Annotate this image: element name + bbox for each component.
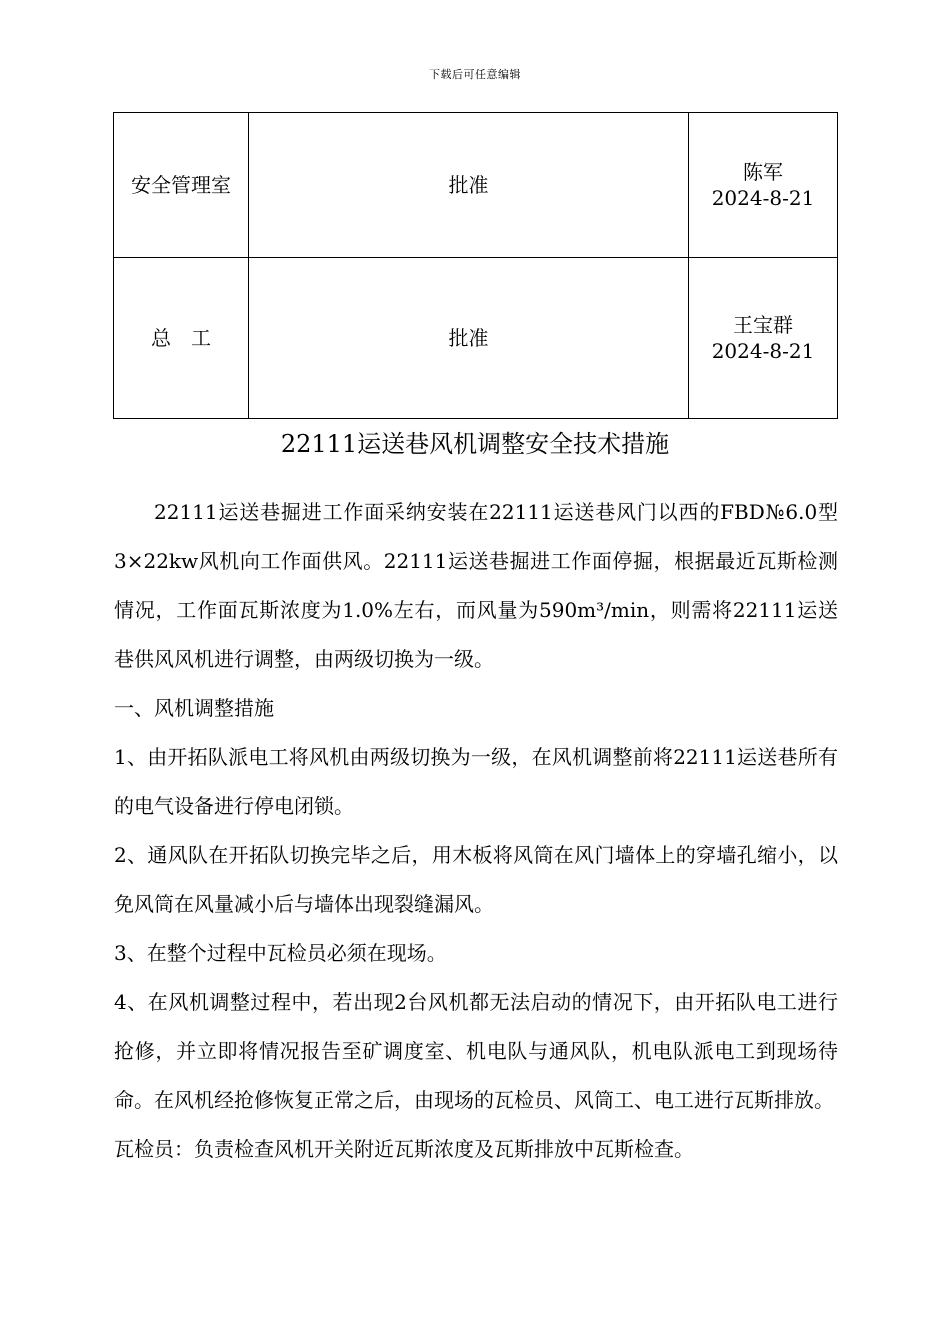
approval-row <box>114 258 838 419</box>
signer-name: 陈军 <box>743 160 783 184</box>
approval-row <box>114 113 838 258</box>
measure-item-3: 3、在整个过程中瓦检员必须在现场。 <box>114 941 447 965</box>
document-title: 22111运送巷风机调整安全技术措施 <box>280 430 670 458</box>
measure-item-1: 1、由开拓队派电工将风机由两级切换为一级，在风机调整前将22111运送巷所有的电气设备进行停电闭锁。 <box>114 745 838 818</box>
header-note: 下载后可任意编辑 <box>429 68 521 81</box>
department-cell: 总 工 <box>114 258 249 419</box>
signature-cell <box>689 258 838 419</box>
sign-date: 2024-8-21 <box>711 186 815 210</box>
department-cell: 安全管理室 <box>114 113 249 258</box>
signer-name: 王宝群 <box>733 313 793 337</box>
intro-paragraph: 22111运送巷掘进工作面采纳安装在22111运送巷风门以西的FBD№6.0型3×22kw风机向工作面供风。22111运送巷掘进工作面停掘，根据最近瓦斯检测情况，工作面瓦斯浓度为1.0%左右，而风量为590m³/min，则需将22111运送巷供风风机进行调整，由两级切换为一级。 <box>114 500 838 671</box>
action-cell: 批准 <box>249 258 689 419</box>
measure-item-2: 2、通风队在开拓队切换完毕之后，用木板将风筒在风门墙体上的穿墙孔缩小，以免风筒在风量减小后与墙体出现裂缝漏风。 <box>114 843 838 916</box>
signature-cell <box>689 113 838 258</box>
document-body <box>114 488 838 1174</box>
gas-inspector-duty: 瓦检员：负责检查风机开关附近瓦斯浓度及瓦斯排放中瓦斯检查。 <box>114 1137 694 1161</box>
approval-table <box>113 112 838 419</box>
section-heading: 一、风机调整措施 <box>114 696 274 720</box>
action-cell: 批准 <box>249 113 689 258</box>
sign-date: 2024-8-21 <box>711 339 815 363</box>
measure-item-4: 4、在风机调整过程中，若出现2台风机都无法启动的情况下，由开拓队电工进行抢修，并立即将情况报告至矿调度室、机电队与通风队，机电队派电工到现场待命。在风机经抢修恢复正常之后，由现场的瓦检员、风筒工、电工进行瓦斯排放。 <box>114 990 838 1112</box>
